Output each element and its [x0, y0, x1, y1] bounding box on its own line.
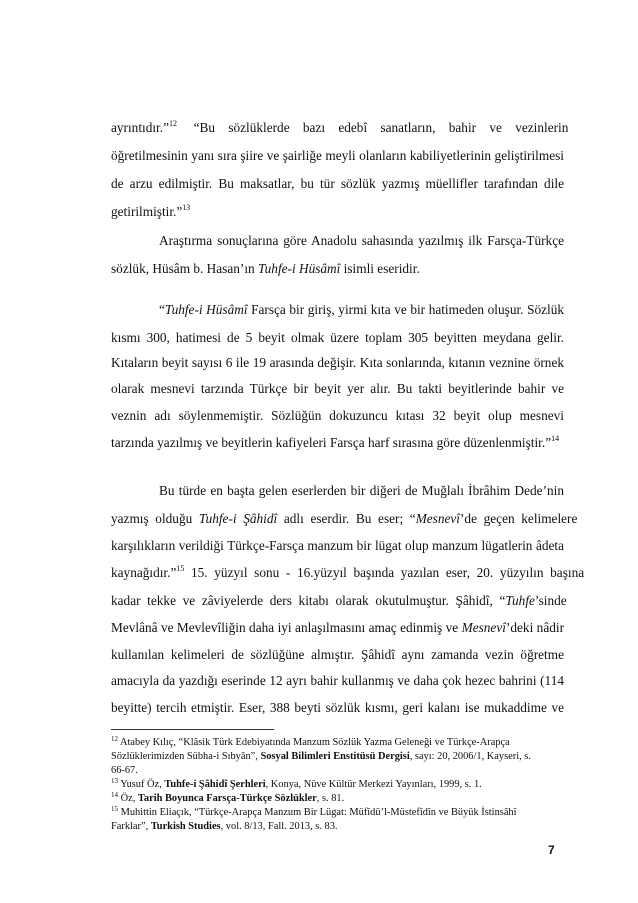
- text-line: kadar tekke ve zâviyelerde ders kitabı olarak okutulmuştur. Şâhidî, “Tuhfe’sinde: [111, 593, 567, 608]
- text-line: “Tuhfe-i Hüsâmî Farsça bir giriş, yirmi kıta ve bir hatimeden oluşur. Sözlük: [159, 302, 565, 317]
- text-line: beyitte) tercih etmiştir. Eser, 388 beyti sözlük kısmı, geri kalanı ise mukaddime ve: [111, 700, 564, 715]
- footnote-14: $^{14}$ Öz, Tarih Boyunca Farsça-Türkçe Sözlükler, s. 81.: [111, 791, 345, 804]
- text-line: Bu türde en başta gelen eserlerden bir diğeri de Muğlalı İbrâhim Dede’nin: [159, 483, 564, 498]
- footnote-ref-15[interactable]: 15: [176, 564, 185, 573]
- text-line: Kıtaların beyit sayısı 6 ile 19 arasında değişir. Kıta sonlarında, kıtanın veznine örnek: [111, 355, 564, 370]
- text-line: veznin adı söylenmemiştir. Sözlüğün dokuzuncu kıtası 32 beyit olup mesnevi: [111, 408, 564, 423]
- page-number: 7: [548, 843, 555, 857]
- text-line: tarzında yazılmış ve beyitlerin kafiyeleri Farsça harf sırasına göre düzenlenmiştir.”$^{14}$: [111, 434, 560, 450]
- footnote-ref-13[interactable]: 13: [182, 203, 191, 212]
- text-line: yazmış olduğu Tuhfe-i Şâhidî adlı eserdir. Bu eser; “Mesnevî’de geçen kelimelere: [111, 511, 578, 526]
- footnote-13: $^{13}$ Yusuf Öz, Tuhfe-i Şâhidî Şerhleri, Konya, Nüve Kültür Merkezi Yayınları, 1999, s. 1.: [111, 777, 482, 790]
- text-line: sözlük, Hüsâm b. Hasan’ın Tuhfe-i Hüsâmî isimli eseridir.: [111, 261, 420, 276]
- text-line: kaynağıdır.”$^{15}$ 15. yüzyıl sonu - 16.yüzyıl başında yazılan eser, 20. yüzyılın başına: [111, 564, 585, 580]
- text-line: karşılıkların verildiği Türkçe-Farsça manzum bir lügat olup manzum lügatlerin âdeta: [111, 538, 564, 553]
- footnote-ref-12[interactable]: 12: [168, 119, 177, 128]
- text-line: öğretilmesinin yanı sıra şiire ve şairliğe meyli olanların kabiliyetlerinin geliştirilmesi: [111, 148, 564, 163]
- text-line: Mevlânâ ve Mevlevîliğin daha iyi anlaşılmasını amaç edinmiş ve Mesnevî’deki nâdir: [111, 620, 565, 635]
- footnote-15: $^{15}$ Muhittin Eliaçık, “Türkçe-Arapça Manzum Bir Lügat: Müfîdü’l-Müstefîdîn ve Büyük İstinsâhî Farklar”, Turkish Studies, vol. 8/13, Fall. 2013, s. 83.: [111, 805, 517, 832]
- text-line: ayrıntıdır.”$^{12}$ “Bu sözlüklerde bazı edebî sanatların, bahir ve vezinlerin: [111, 119, 569, 135]
- footnote-ref-14[interactable]: 14: [551, 434, 560, 443]
- footnote-12: $^{12}$ Atabey Kılıç, “Klâsik Türk Edebiyatında Manzum Sözlük Yazma Geleneği ve Türkçe-Arapça Sözlüklerimizden Sübha-i Sıbyân”, Sosyal Bilimleri Enstitüsü Dergisi, sayı: 20, 2006/1, Kayseri, s. 66-67.: [111, 735, 531, 776]
- text-line: olarak mesnevi tarzında Türkçe bir beyit yer alır. Bu takti beyitlerinde bahir ve: [111, 381, 564, 396]
- text-line: kullanılan kelimeleri de sözlüğüne almıştır. Şâhidî aynı zamanda vezin öğretme: [111, 647, 564, 662]
- text-line: de arzu edilmiştir. Bu maksatlar, bu tür sözlük yazmış müellifler tarafından dile: [111, 176, 564, 191]
- text-line: kısmı 300, hatimesi de 5 beyit olmak üzere toplam 305 beyitten meydana gelir.: [111, 330, 564, 345]
- text-line: getirilmiştir.”$^{13}$: [111, 203, 191, 219]
- text-line: Araştırma sonuçlarına göre Anadolu sahasında yazılmış ilk Farsça-Türkçe: [159, 233, 564, 248]
- footnote-separator: [111, 729, 274, 730]
- text-line: amacıyla da yazdığı eserinde 12 ayrı bahir kullanmış ve daha çok hezec bahrini (114: [111, 673, 564, 688]
